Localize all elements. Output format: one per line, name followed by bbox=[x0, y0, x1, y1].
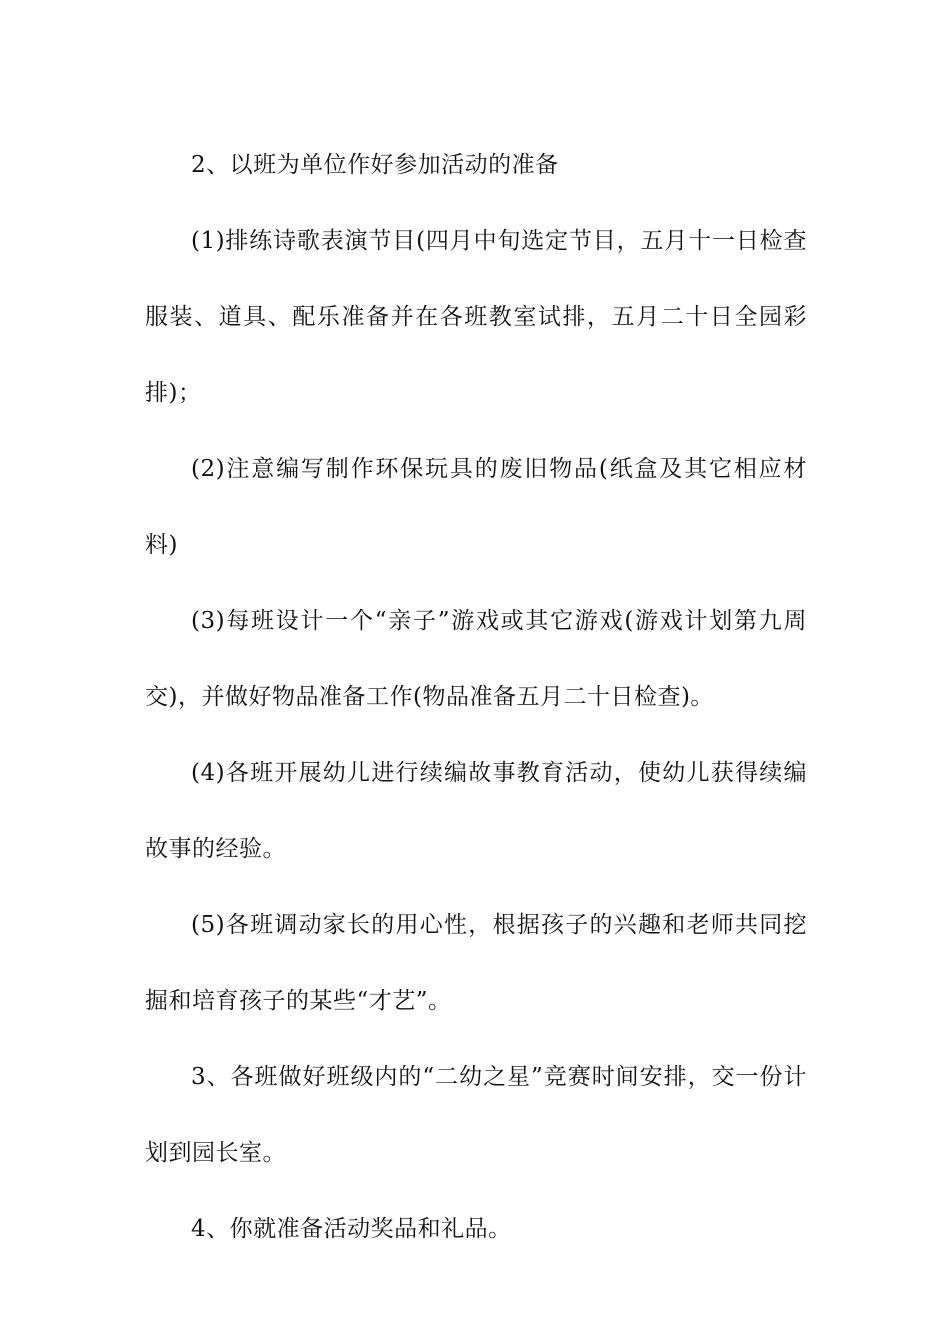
document-body bbox=[145, 127, 807, 1267]
paragraph-section-4: 4、你就准备活动奖品和礼品。 bbox=[191, 1216, 512, 1242]
paragraph-section-3: 3、各班做好班级内的“二幼之星”竞赛时间安排，交一份计划到园长室。 bbox=[145, 1064, 807, 1166]
paragraph-item-2: (2)注意编写制作环保玩具的废旧物品(纸盒及其它相应材料) bbox=[145, 456, 807, 558]
paragraph-item-4: (4)各班开展幼儿进行续编故事教育活动，使幼儿获得续编故事的经验。 bbox=[145, 760, 807, 862]
paragraph-item-3: (3)每班设计一个“亲子”游戏或其它游戏(游戏计划第九周交)，并做好物品准备工作(物品准备五月二十日检查)。 bbox=[145, 608, 807, 710]
paragraph-item-1: (1)排练诗歌表演节目(四月中旬选定节目，五月十一日检查服装、道具、配乐准备并在各班教室试排，五月二十日全园彩排)； bbox=[145, 228, 807, 406]
paragraph-section-2: 2、以班为单位作好参加活动的准备 bbox=[191, 152, 559, 178]
paragraph-item-5: (5)各班调动家长的用心性，根据孩子的兴趣和老师共同挖掘和培育孩子的某些“才艺”。 bbox=[145, 912, 807, 1014]
